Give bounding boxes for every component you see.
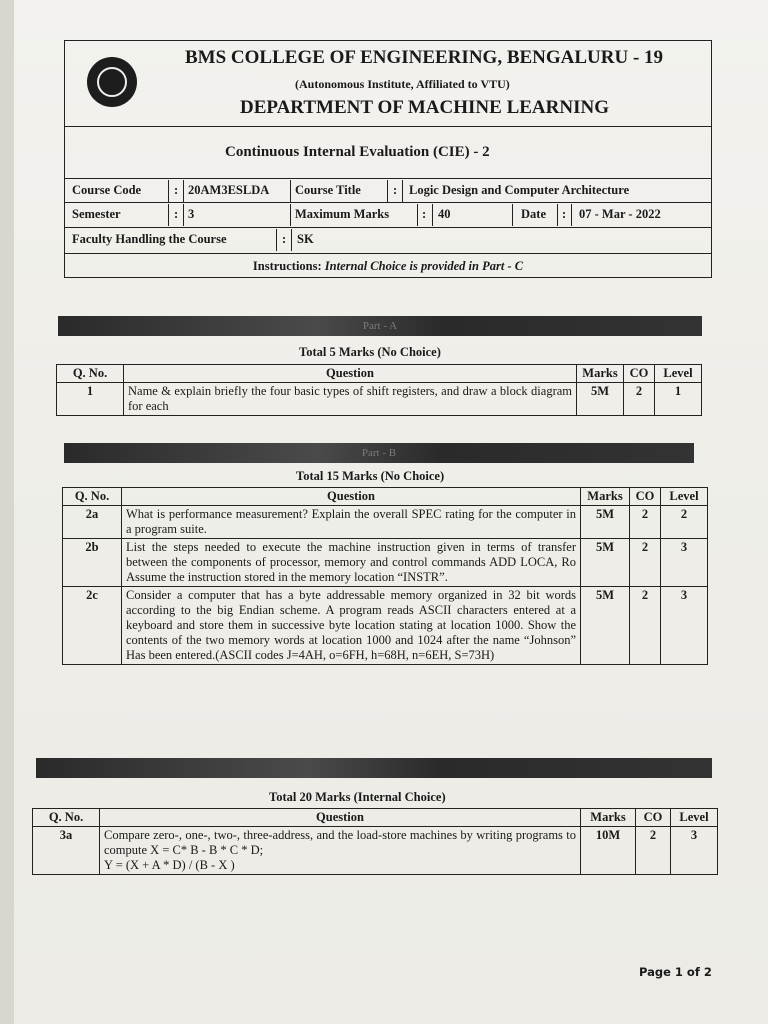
page-number: Page 1 of 2 xyxy=(639,965,712,979)
divider xyxy=(65,253,711,254)
part-b-table: Q. No. Question Marks CO Level 2a What is performance measurement? Explain the overall SPEC rating for the computer in a program suite. 5M 2 2 2b List the steps needed to execute the machine instruction given in terms of transfer between the components of processor, memory and control commands ADD LOCA, Ro Assume the instruction stored in the memory location “INSTR”. 5M 2 3 2c Consider a computer that has a byte addressable memory organized in 32 bit words according to the big Endian scheme. A program reads ASCII characters entered at a keyboard and store them in successive byte location stating at location 1000. Show the contents of the two memory words at location 1000 and 1024 after the name “Johnson” Has been entered.(ASCII codes J=4AH, o=6FH, h=68H, n=6EH, S=73H) 5M 2 3 xyxy=(62,487,708,665)
faculty-label: Faculty Handling the Course xyxy=(72,232,227,246)
semester: 3 xyxy=(188,207,195,221)
exam-paper xyxy=(14,0,768,1024)
department-name: DEPARTMENT OF MACHINE LEARNING xyxy=(240,97,609,118)
college-name: BMS COLLEGE OF ENGINEERING, BENGALURU - 19 xyxy=(185,47,664,68)
faculty-row: Faculty Handling the Course : SK xyxy=(69,229,711,251)
divider xyxy=(65,126,711,127)
course-title: Logic Design and Computer Architecture xyxy=(409,183,630,197)
table-row: 1 Name & explain briefly the four basic types of shift registers, and draw a block diagram for each 5M 2 1 xyxy=(57,383,702,416)
max-marks: 40 xyxy=(438,207,451,221)
college-seal-icon xyxy=(87,57,137,107)
part-c-table: Q. No. Question Marks CO Level 3a Compare zero-, one-, two-, three-address, and the load-store machines by writing programs to compute X = C* B - B * C * D; Y = (X + A * D) / (B - X ) 10M 2 3 xyxy=(32,808,718,875)
divider xyxy=(65,202,711,203)
course-code-label: Course Code xyxy=(72,183,142,197)
semester-row: Semester : 3 Maximum Marks : 40 Date : 07 - Mar - 2022 xyxy=(69,204,711,226)
table-row: 3a Compare zero-, one-, two-, three-address, and the load-store machines by writing programs to compute X = C* B - B * C * D; Y = (X + A * D) / (B - X ) 10M 2 3 xyxy=(33,827,718,875)
table-row: 2a What is performance measurement? Explain the overall SPEC rating for the computer in a program suite. 5M 2 2 xyxy=(63,506,708,539)
course-title-label: Course Title xyxy=(295,183,361,197)
part-a-band: Part - A xyxy=(58,316,702,336)
instructions: Instructions: Internal Choice is provided in Part - C xyxy=(252,259,524,273)
part-c-total: Total 20 Marks (Internal Choice) xyxy=(269,790,446,804)
faculty: SK xyxy=(297,232,314,246)
divider xyxy=(65,227,711,228)
part-b-band: Part - B xyxy=(64,443,694,463)
part-a-table: Q. No. Question Marks CO Level 1 Name & explain briefly the four basic types of shift registers, and draw a block diagram for each 5M 2 1 xyxy=(56,364,702,416)
exam-title: Continuous Internal Evaluation (CIE) - 2 xyxy=(225,144,490,160)
max-marks-label: Maximum Marks xyxy=(295,207,390,221)
part-b-total: Total 15 Marks (No Choice) xyxy=(296,469,445,483)
table-row: 2c Consider a computer that has a byte addressable memory organized in 32 bit words according to the big Endian scheme. A program reads ASCII characters entered at a keyboard and store them in successive byte location stating at location 1000. Show the contents of the two memory words at location 1000 and 1024 after the name “Johnson” Has been entered.(ASCII codes J=4AH, o=6FH, h=68H, n=6EH, S=73H) 5M 2 3 xyxy=(63,587,708,665)
course-code: 20AM3ESLDA xyxy=(188,183,270,197)
date-label: Date xyxy=(521,207,546,221)
exam-date: 07 - Mar - 2022 xyxy=(579,207,661,221)
part-a-total: Total 5 Marks (No Choice) xyxy=(299,345,441,359)
exam-header xyxy=(64,40,712,278)
course-row: Course Code : 20AM3ESLDA Course Title : Logic Design and Computer Architecture xyxy=(69,180,711,202)
part-c-band xyxy=(36,758,712,778)
divider xyxy=(65,178,711,179)
semester-label: Semester xyxy=(72,207,121,221)
college-subtitle: (Autonomous Institute, Affiliated to VTU) xyxy=(295,77,510,91)
table-row: 2b List the steps needed to execute the machine instruction given in terms of transfer between the components of processor, memory and control commands ADD LOCA, Ro Assume the instruction stored in the memory location “INSTR”. 5M 2 3 xyxy=(63,539,708,587)
